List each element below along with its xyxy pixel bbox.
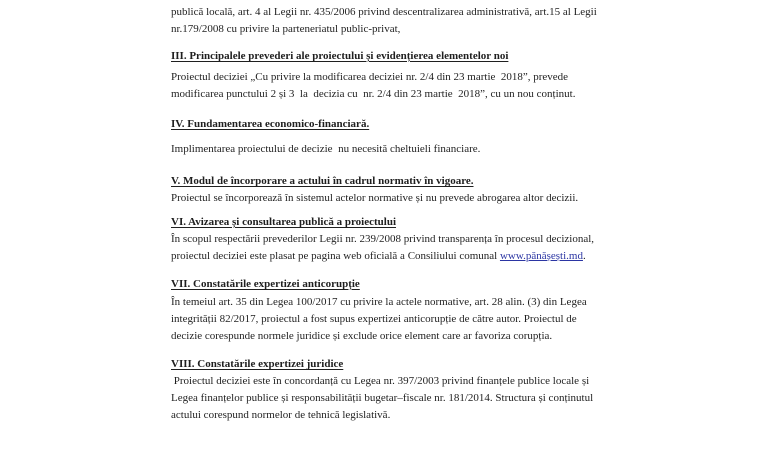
paragraph-line: Proiectul deciziei „Cu privire la modificarea deciziei nr. 2/4 din 23 martie 2018”, prevede: [171, 71, 569, 83]
section-heading-vii: VII. Constatările expertizei anticorupție: [171, 278, 360, 290]
paragraph-line: Implimentarea proiectului de decizie nu necesită cheltuieli financiare.: [171, 143, 481, 155]
section-vi-paragraph: [171, 231, 748, 265]
section-iii-paragraph: [171, 69, 748, 103]
paragraph-line: nr.179/2008 cu privire la parteneriatul public-privat,: [171, 23, 401, 35]
paragraph-line: Proiectul se încorporează în sistemul actelor normative și nu prevede abrogarea altor decizii.: [171, 192, 579, 204]
paragraph-line: integrității 82/2017, proiectul a fost supus expertizei anticorupție de către autor. Proiectul de: [171, 313, 577, 325]
paragraph-line-segment: .: [582, 250, 586, 262]
paragraph-line: actului corespund normelor de tehnică legislativă.: [171, 409, 391, 421]
clipped-text-line: [171, 0, 748, 3]
legal-basis-paragraph: [171, 4, 748, 38]
paragraph-line: decizie corespunde normele juridice și exclude orice element care ar favoriza corupția.: [171, 330, 553, 342]
section-heading-v: V. Modul de încorporare a actului în cadrul normativ în vigoare.: [171, 175, 474, 187]
section-viii-paragraph: [171, 373, 748, 424]
clipped-text-fragment: [171, 0, 748, 3]
section-heading-vi: VI. Avizarea și consultarea publică a proiectului: [171, 216, 397, 228]
paragraph-line: În scopul respectării prevederilor Legii nr. 239/2008 privind transparența în procesul decizional,: [171, 233, 595, 245]
paragraph-line: publică locală, art. 4 al Legii nr. 435/2006 privind descentralizarea administrativă, art.15 al Legii: [171, 6, 597, 18]
paragraph-line: Proiectul deciziei este în concordanță cu Legea nr. 397/2003 privind finanțele publice locale și: [171, 375, 590, 387]
section-vii-paragraph: [171, 294, 748, 345]
section-iv-paragraph: [171, 141, 748, 158]
section-heading-viii: VIII. Constatările expertizei juridice: [171, 358, 344, 370]
section-heading-iv: IV. Fundamentarea economico-financiară.: [171, 118, 370, 130]
panasesti-website-link[interactable]: www.pănășești.md: [499, 250, 583, 262]
section-v-paragraph: [171, 190, 748, 207]
paragraph-line-with-link: [171, 248, 748, 265]
section-heading-iii: III. Principalele prevederi ale proiectului și evidențierea elementelor noi: [171, 50, 509, 62]
paragraph-line: modificarea punctului 2 și 3 la decizia cu nr. 2/4 din 23 martie 2018”, cu un nou conținut.: [171, 88, 576, 100]
paragraph-line: Legea finanțelor publice și responsabilității bugetar–fiscale nr. 181/2014. Structura și conținutul: [171, 392, 594, 404]
paragraph-line: În temeiul art. 35 din Legea 100/2017 cu privire la actele normative, art. 28 alin. (3) din Legea: [171, 296, 587, 308]
paragraph-line-segment: proiectul deciziei este plasat pe pagina web oficială a Consiliului comunal: [171, 250, 500, 262]
